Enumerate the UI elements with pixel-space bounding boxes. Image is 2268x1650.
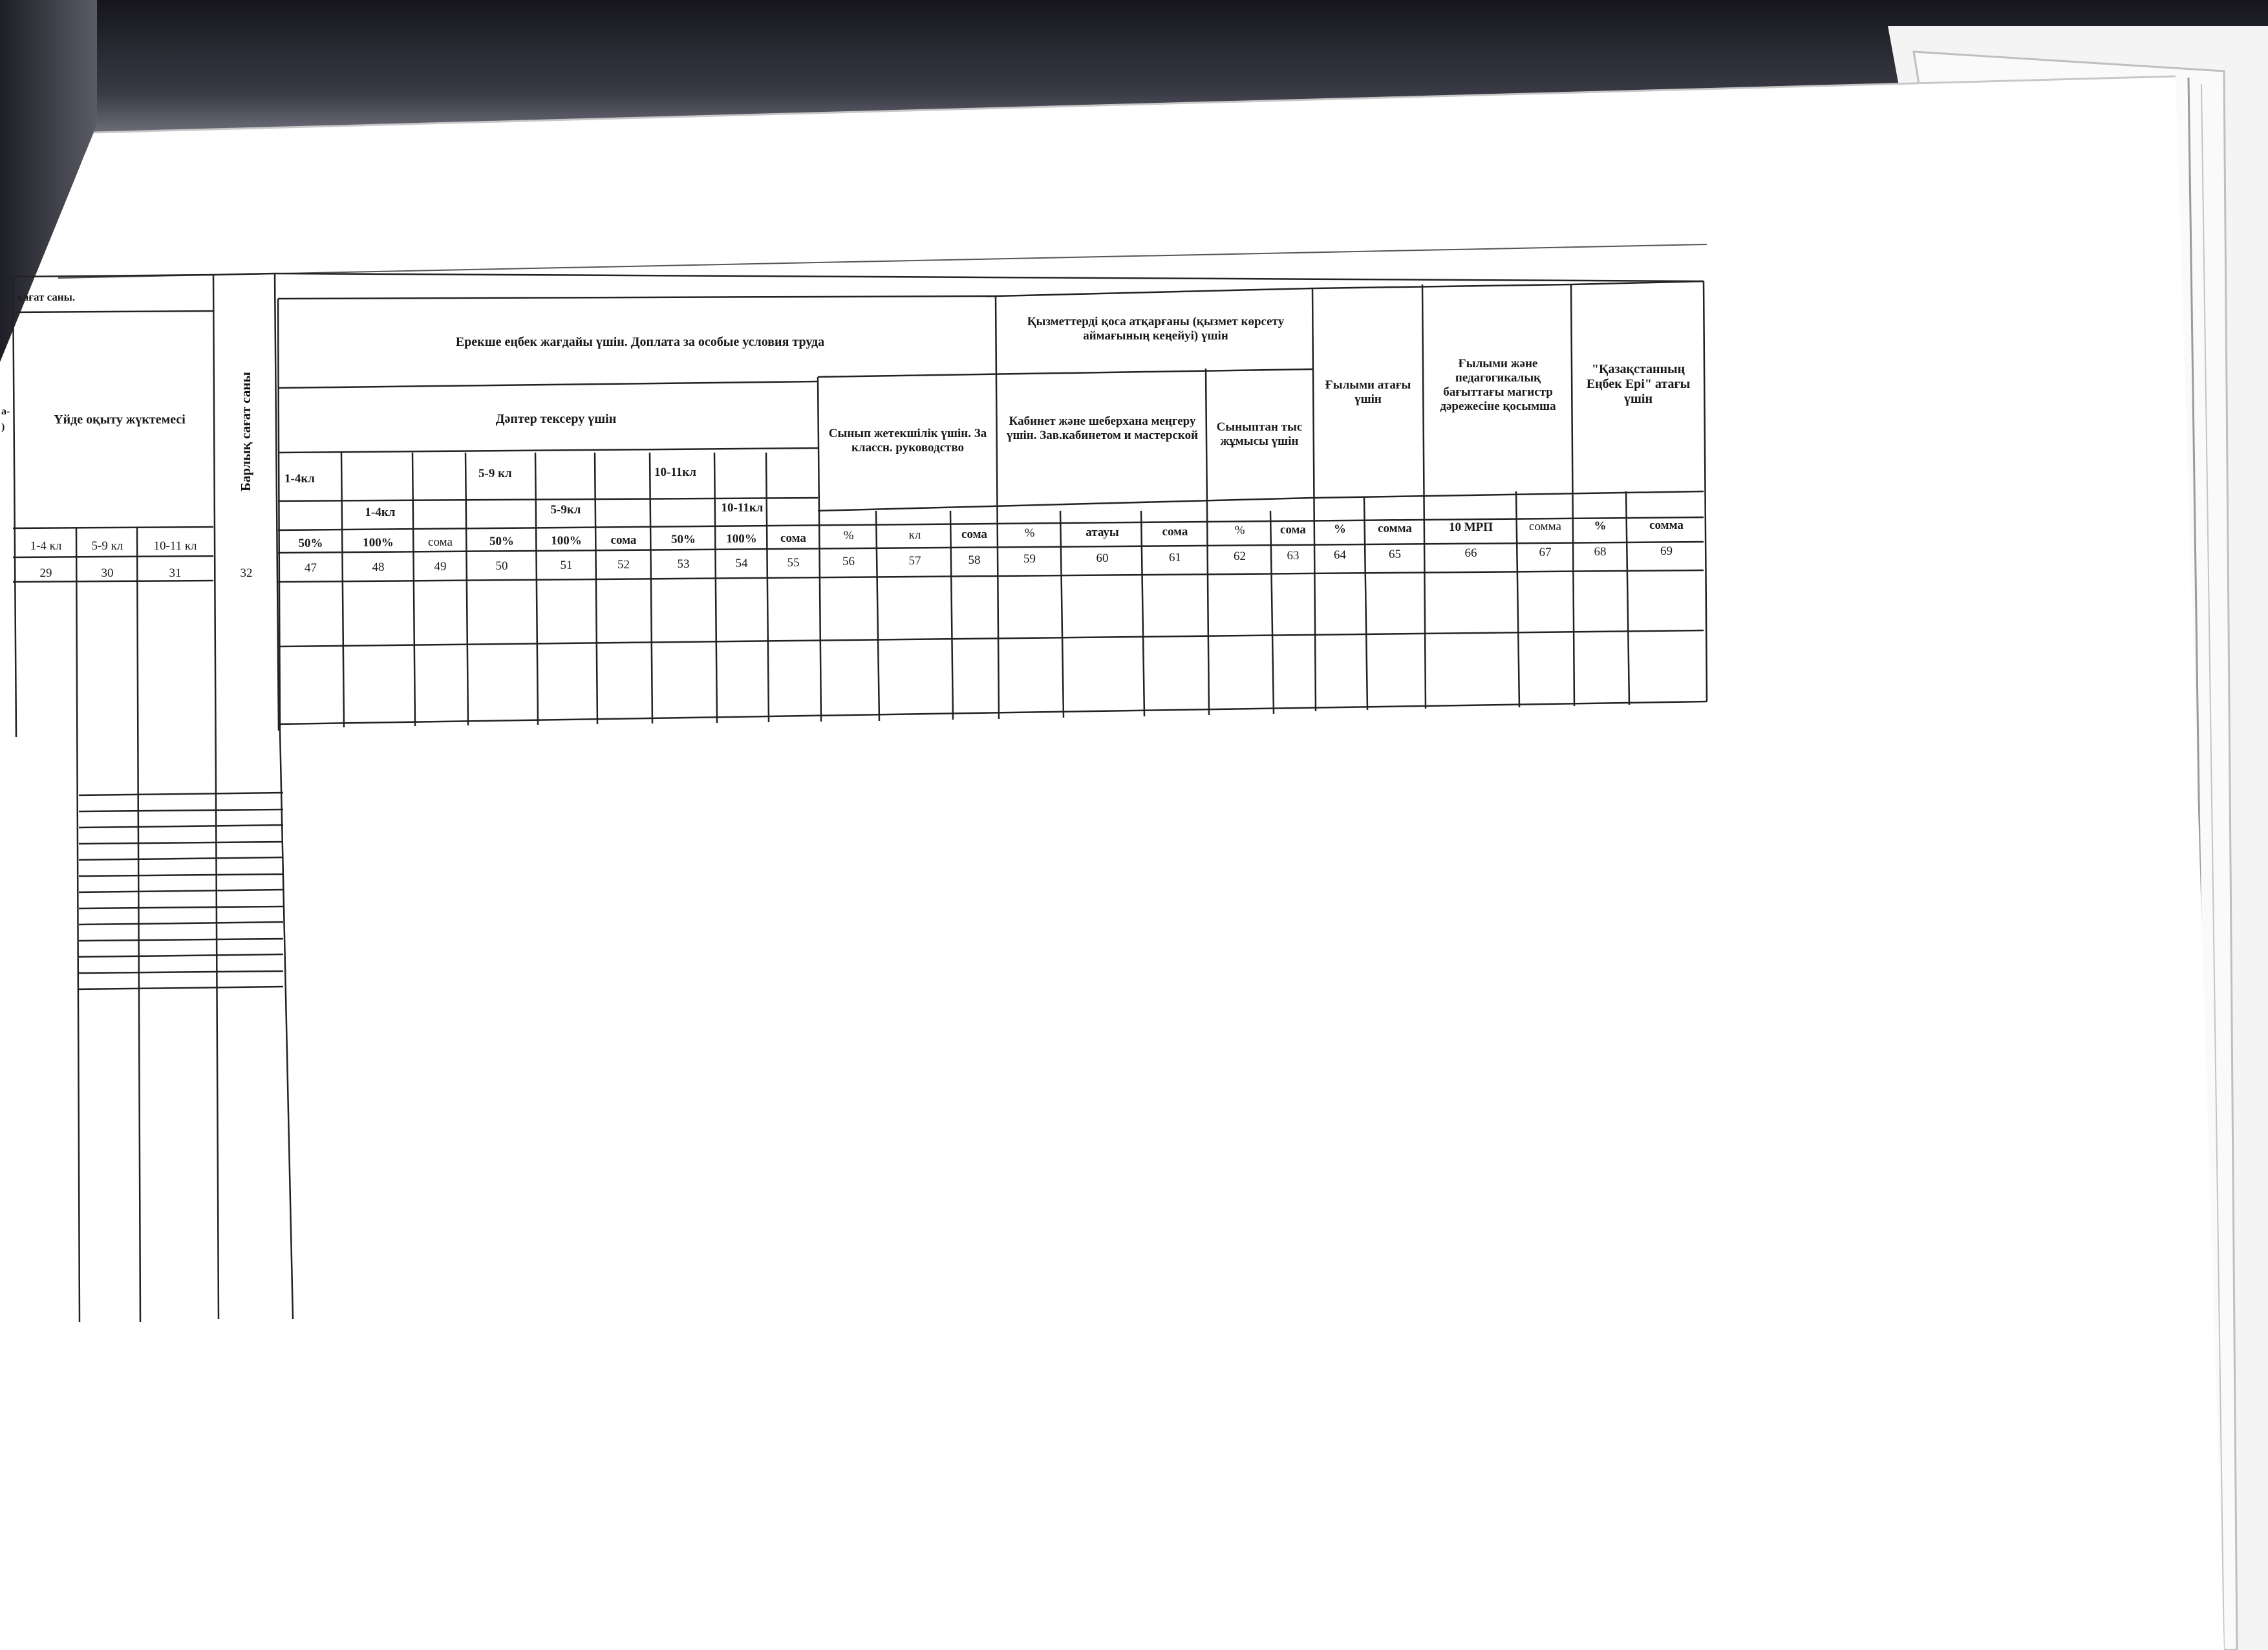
column-number: 50 — [495, 559, 508, 573]
home-study-header: Үйде оқыту жүктемесі — [54, 412, 186, 427]
cabinet-management-header: Кабинет және шеберхана меңгеру үшін. Зав.кабинетом и мастерской — [1006, 414, 1199, 442]
pct-label: сома — [610, 533, 637, 547]
pct-label: % — [843, 529, 854, 542]
column-number: 56 — [842, 555, 855, 568]
pct-label: сомма — [1378, 522, 1412, 535]
notebook-check-header: Дәптер тексеру үшін — [495, 412, 617, 426]
hero-title-header: "Қазақстанның Еңбек Ері" атағы үшін — [1586, 362, 1691, 406]
pct-label: 100% — [551, 534, 582, 548]
pct-label: % — [1024, 526, 1035, 540]
pct-label: 100% — [726, 532, 757, 546]
pct-label: сомма — [1649, 519, 1684, 532]
column-number: 62 — [1234, 550, 1246, 563]
pct-label: сома — [961, 528, 987, 541]
scientific-degree-header: Ғылыми және педагогикалық бағыттағы магистр дәрежесіне қосымша — [1440, 357, 1556, 413]
column-number: 29 — [39, 566, 52, 580]
column-number: 61 — [1169, 551, 1181, 564]
pct-label: % — [1234, 524, 1245, 537]
column-number: 58 — [968, 553, 981, 567]
column-number: 63 — [1287, 549, 1300, 562]
class-guidance-header: Сынып жетекшілік үшін. За класcн. руководство — [828, 427, 987, 455]
pct-label: % — [1594, 519, 1607, 533]
column-number: 60 — [1096, 552, 1109, 565]
column-number: 54 — [735, 557, 748, 570]
pct-label: сома — [1162, 525, 1188, 539]
pct-label: 100% — [363, 536, 394, 550]
column-number: 55 — [787, 556, 800, 570]
column-number: 53 — [677, 557, 690, 571]
extracurricular-header: Сыныптан тыс жұмысы үшін — [1216, 420, 1303, 448]
total-hours-header: Барлық сағат саны — [238, 372, 253, 491]
science-title-header: Ғылыми атағы үшін — [1325, 378, 1411, 406]
column-number: 51 — [560, 559, 573, 572]
pct-label: 50% — [671, 533, 696, 546]
pct-label: сома — [428, 535, 453, 549]
column-number: 52 — [617, 558, 630, 572]
pct-label: сома — [1280, 523, 1306, 537]
home-grade-label: 1-4 кл — [30, 539, 62, 553]
grade-mid-label: 10-11кл — [721, 501, 764, 515]
home-grade-label: 5-9 кл — [91, 539, 123, 553]
pct-label: 50% — [298, 537, 323, 550]
pct-label: 10 МРП — [1448, 520, 1493, 534]
pct-label: сомма — [1529, 520, 1561, 533]
column-number: 59 — [1023, 552, 1036, 566]
column-number: 67 — [1539, 546, 1552, 559]
pct-label: атауы — [1086, 526, 1119, 539]
combined-duties-header: Қызметтерді қоса атқарғаны (қызмет көрсету аймағының кеңейуі) үшін — [1027, 315, 1285, 343]
column-number: 66 — [1464, 546, 1477, 560]
corner-title: сағат саны. — [18, 291, 76, 303]
column-number: 57 — [908, 554, 921, 568]
column-number: 49 — [434, 560, 447, 573]
column-number: 68 — [1594, 545, 1607, 559]
grade-top-label: 10-11кл — [654, 466, 696, 479]
pct-label: % — [1334, 522, 1346, 536]
column-number: 65 — [1389, 548, 1401, 561]
corner-edge-mark: ) — [1, 422, 5, 433]
grade-top-label: 1-4кл — [284, 472, 315, 486]
special-conditions-header: Ерекше еңбек жағдайы үшін. Доплата за особые условия труда — [455, 335, 825, 349]
grade-mid-label: 1-4кл — [365, 506, 396, 519]
pct-label: сома — [780, 531, 806, 545]
column-number: 30 — [101, 566, 114, 580]
grade-top-label: 5-9 кл — [478, 467, 512, 480]
column-number: 47 — [305, 561, 317, 575]
main-sheet — [0, 76, 2224, 1650]
pct-label: кл — [908, 528, 921, 542]
column-number: 64 — [1334, 548, 1346, 562]
corner-edge-mark: а- — [1, 406, 10, 417]
column-number: 69 — [1660, 544, 1673, 558]
column-number: 32 — [240, 566, 253, 580]
column-number: 48 — [372, 561, 385, 574]
pct-label: 50% — [489, 535, 514, 548]
column-number: 31 — [169, 566, 182, 580]
grade-mid-label: 5-9кл — [550, 503, 581, 517]
home-grade-label: 10-11 кл — [153, 539, 197, 553]
